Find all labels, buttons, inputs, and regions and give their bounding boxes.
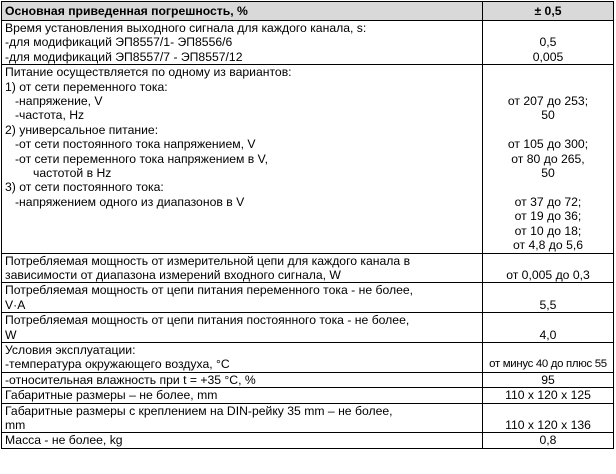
param-line: -температура окружающего воздуха, °С bbox=[5, 357, 230, 372]
value-line: от 37 до 72; bbox=[514, 194, 582, 209]
value-line: от 4,8 до 5,6 bbox=[512, 238, 584, 253]
value-cell bbox=[483, 388, 614, 403]
value-line: от 80 до 265, bbox=[511, 151, 585, 166]
param-line: 2) универсальное питание: bbox=[5, 122, 159, 137]
value-line: 0,5 bbox=[539, 35, 557, 50]
param-line: W bbox=[5, 327, 17, 342]
value-line: от 0,005 до 0,3 bbox=[506, 267, 590, 282]
specifications-table bbox=[1, 1, 614, 449]
param-line: Габаритные размеры с креплением на DIN-рейку 35 mm – не более, bbox=[5, 403, 393, 418]
param-line: -напряжение, V bbox=[15, 94, 103, 109]
param-cell bbox=[2, 342, 483, 372]
header-param: Основная приведенная погрешность, % bbox=[2, 2, 483, 21]
value-cell bbox=[483, 253, 614, 283]
param-line: Потребляемая мощность от цепи питания постоянного тока - не более, bbox=[5, 313, 410, 328]
param-line: -от сети постоянного тока напряжением, V bbox=[15, 137, 256, 152]
table-row bbox=[2, 433, 614, 448]
value-cell bbox=[483, 403, 614, 433]
table-row bbox=[2, 388, 614, 403]
value-line: 110 x 120 x 136 bbox=[505, 417, 591, 432]
param-line: -для модификаций ЭП8557/1- ЭП8556/6 bbox=[5, 35, 233, 50]
value-line: 110 x 120 x 125 bbox=[505, 388, 591, 403]
param-line: mm bbox=[5, 417, 26, 432]
value-line: 5,5 bbox=[539, 297, 557, 312]
value-line: от 10 до 18; bbox=[514, 223, 582, 238]
param-cell bbox=[2, 433, 483, 448]
value-line: от 105 до 300; bbox=[507, 137, 589, 152]
param-line: -частота, Hz bbox=[15, 108, 85, 123]
param-line: Габаритные размеры – не более, mm bbox=[5, 388, 218, 403]
value-line: от минус 40 до плюс 55 bbox=[489, 358, 607, 371]
param-cell bbox=[2, 21, 483, 65]
param-line: Потребляемая мощность от цепи питания переменного тока - не более, bbox=[5, 283, 414, 298]
param-line: Время установления выходного сигнала для каждого канала, s: bbox=[5, 21, 367, 35]
value-line: 0,8 bbox=[539, 433, 557, 448]
param-line: Потребляемая мощность от измерительной цепи для каждого канала в bbox=[5, 253, 411, 268]
value-line: от 207 до 253; bbox=[507, 94, 589, 109]
table-row bbox=[2, 372, 614, 387]
value-line: от 19 до 36; bbox=[514, 209, 582, 224]
param-line: Условия эксплуатации: bbox=[5, 342, 136, 357]
param-line: -для модификаций ЭП8557/7 - ЭП8557/12 bbox=[5, 49, 243, 64]
value-line: 50 bbox=[541, 166, 555, 181]
param-line: Масса - не более, kg bbox=[5, 433, 123, 448]
table-row bbox=[2, 21, 614, 65]
param-line: зависимости от диапазона измерений входного сигнала, W bbox=[5, 267, 341, 282]
param-line: 3) от сети постоянного тока: bbox=[5, 180, 164, 195]
table-row bbox=[2, 313, 614, 343]
table-row bbox=[2, 283, 614, 313]
value-cell bbox=[483, 342, 614, 372]
value-line: 50 bbox=[541, 108, 555, 123]
value-cell bbox=[483, 433, 614, 448]
param-cell bbox=[2, 313, 483, 343]
param-cell bbox=[2, 388, 483, 403]
param-line: Питание осуществляется по одному из вариантов: bbox=[5, 65, 292, 80]
header-value: ± 0,5 bbox=[483, 2, 614, 21]
param-line: частотой в Hz bbox=[33, 166, 112, 181]
table-header-row bbox=[2, 2, 614, 21]
param-line: -от сети переменного тока напряжением в V, bbox=[15, 151, 269, 166]
table-row bbox=[2, 342, 614, 372]
value-line: 0,005 bbox=[532, 49, 564, 64]
value-cell bbox=[483, 21, 614, 65]
value-cell bbox=[483, 283, 614, 313]
param-line: V·A bbox=[5, 297, 26, 312]
param-cell bbox=[2, 403, 483, 433]
value-line: 95 bbox=[541, 372, 555, 387]
param-cell bbox=[2, 65, 483, 253]
param-line: -относительная влажность при t = +35 °С, % bbox=[5, 372, 256, 387]
param-line: -напряжением одного из диапазонов в V bbox=[15, 194, 245, 209]
param-line: 1) от сети переменного тока: bbox=[5, 79, 168, 94]
table-row bbox=[2, 65, 614, 253]
value-cell bbox=[483, 372, 614, 387]
param-cell bbox=[2, 372, 483, 387]
table-row bbox=[2, 403, 614, 433]
table-row bbox=[2, 253, 614, 283]
value-line: 4,0 bbox=[539, 327, 557, 342]
value-cell bbox=[483, 313, 614, 343]
param-cell bbox=[2, 283, 483, 313]
value-cell bbox=[483, 65, 614, 253]
param-cell bbox=[2, 253, 483, 283]
